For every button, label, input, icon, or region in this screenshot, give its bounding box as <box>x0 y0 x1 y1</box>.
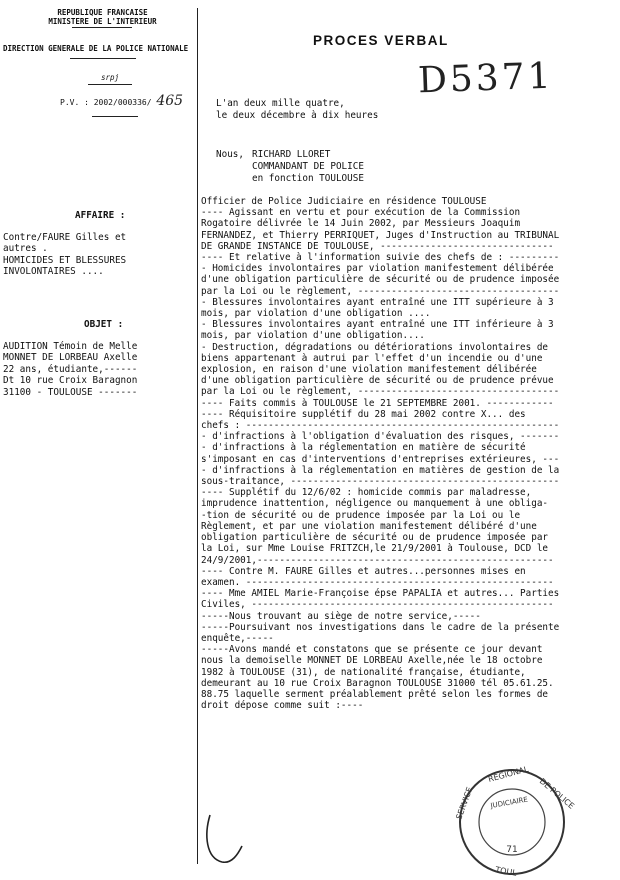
body-line: - Destruction, dégradations ou détériorations involontaires de <box>201 341 549 353</box>
svg-text:JUDICIAIRE: JUDICIAIRE <box>489 795 529 810</box>
officer-prefix: Nous, <box>216 149 244 160</box>
body-line: Officier de Police Judiciaire en résidence TOULOUSE <box>201 196 487 207</box>
body-line: ---- Supplétif du 12/6/02 : homicide commis par maladresse, <box>201 487 532 499</box>
pv-label: P.V. : <box>60 98 89 107</box>
header-ministry: MINISTERE DE L'INTERIEUR <box>48 17 157 26</box>
header-rule-2 <box>70 58 136 59</box>
svg-text:RÉGIONAL: RÉGIONAL <box>487 764 530 784</box>
objet-line: 22 ans, étudiante,------ <box>3 364 138 375</box>
date-line-1: L'an deux mille quatre, <box>216 98 345 109</box>
affaire-line: HOMICIDES ET BLESSURES <box>3 255 127 266</box>
body-line: Rogatoire délivrée le 14 Juin 2002, par Messieurs Joaquim <box>201 218 521 230</box>
officer-function: en fonction TOULOUSE <box>252 173 364 184</box>
body-line: 24/9/2001,----------------------------------------------------- <box>201 554 554 566</box>
objet-line: AUDITION Témoin de Melle <box>3 341 138 352</box>
body-line: 1982 à TOULOUSE (31), de nationalité française, étudiante, <box>201 666 526 678</box>
officer-name: RICHARD LLORET <box>252 149 331 160</box>
body-line: chefs : -------------------------------------------------------- <box>201 420 560 432</box>
body-line: -tion de sécurité ou de prudence imposée par la Loi ou le <box>201 509 521 521</box>
body-line: s'imposant en cas d'interventions d'entreprises extérieures, --- <box>201 453 560 465</box>
body-line: DE GRANDE INSTANCE DE TOULOUSE, ------------------------------- <box>201 240 554 252</box>
body-line: mois, par violation d'une obligation.... <box>201 330 425 342</box>
affaire-label: AFFAIRE : <box>75 210 126 221</box>
header-rule <box>72 27 132 28</box>
body-line: ---- Et relative à l'information suivie des chefs de : --------- <box>201 252 560 264</box>
page-title: PROCES VERBAL <box>313 33 449 48</box>
body-line: enquête,----- <box>201 632 274 644</box>
body-line: -----Nous trouvant au siège de notre service,----- <box>201 610 481 622</box>
objet-line: Dt 10 rue Croix Baragnon <box>3 375 138 386</box>
body-line: d'une obligation particulière de sécurité ou de prudence imposée <box>201 274 560 286</box>
margin-divider-line <box>197 8 198 864</box>
svg-text:TOUL: TOUL <box>494 865 518 878</box>
body-line: demeurant au 10 rue Croix Baragnon TOULOUSE 31000 tél 05.61.25. <box>201 677 554 689</box>
body-line: FERNANDEZ, et Thierry PERRIQUET, Juges d'Instruction au TRIBUNAL <box>201 229 560 241</box>
affaire-line: autres . <box>3 243 48 254</box>
body-line: 88.75 laquelle serment préalablement prêté selon les formes de <box>201 688 549 700</box>
body-line: obligation particulière de sécurité ou de prudence imposée par <box>201 532 549 544</box>
pv-reference <box>60 93 184 109</box>
body-line: ---- Agissant en vertu et pour exécution de la Commission <box>201 207 521 219</box>
body-line: sous-traitance, ------------------------------------------------ <box>201 476 560 488</box>
body-line: examen. ------------------------------------------------------- <box>201 576 554 588</box>
body-line: par la Loi ou le règlement, ------------------------------------ <box>201 386 560 398</box>
pv-number: 2002/000336/ <box>93 98 152 107</box>
body-line: explosion, en raison d'une violation manifestement délibérée <box>201 364 537 376</box>
body-line: ---- Mme AMIEL Marie-Françoise épse PAPALIA et autres... Parties <box>201 588 560 600</box>
body-line: - Homicides involontaires par violation manifestement délibérée <box>201 263 554 275</box>
svg-text:SERVICE: SERVICE <box>454 785 475 821</box>
body-line: ---- Contre M. FAURE Gilles et autres...personnes mises en <box>201 565 526 577</box>
officer-rank: COMMANDANT DE POLICE <box>252 161 364 172</box>
header-rule-3 <box>88 84 132 85</box>
body-line: la Loi, sur Mme Louise FRITZCH,le 21/9/2001 à Toulouse, DCD le <box>201 543 549 555</box>
body-line: nous la demoiselle MONNET DE LORBEAU Axelle,née le 18 octobre <box>201 655 543 667</box>
handwritten-document-number: D5371 <box>417 55 555 102</box>
date-line-2: le deux décembre à dix heures <box>216 110 379 121</box>
body-line: Civiles, ------------------------------------------------------ <box>201 599 554 611</box>
affaire-line: INVOLONTAIRES .... <box>3 266 104 277</box>
objet-line: 31100 - TOULOUSE ------- <box>3 387 138 398</box>
body-text <box>201 196 615 711</box>
body-line: - d'infractions à la réglementation en matière de sécurité <box>201 442 526 454</box>
body-line: - d'infractions à l'obligation d'évaluation des risques, ------- <box>201 431 560 443</box>
body-line: Règlement, et par une violation manifestement délibéré d'une <box>201 520 537 532</box>
police-stamp <box>447 760 577 880</box>
body-line: mois, par violation d'une obligation .... <box>201 308 431 320</box>
body-line: d'une obligation particulière de sécurité ou de prudence prévue <box>201 375 554 387</box>
body-line: - Blessures involontaires ayant entraîné une ITT supérieure à 3 <box>201 296 554 308</box>
body-line: -----Poursuivant nos investigations dans le cadre de la présente <box>201 621 560 633</box>
pv-handwritten-number: 465 <box>156 93 184 109</box>
body-line: imprudence inattention, négligence ou manquement à une obliga- <box>201 498 549 510</box>
body-line: biens appartenant à autrui par l'effet d'un incendie ou d'une <box>201 352 543 364</box>
header-service: srpj <box>100 73 120 82</box>
signature-scribble <box>200 810 260 870</box>
svg-text:DE POLICE: DE POLICE <box>537 776 576 811</box>
body-line: -----Avons mandé et constatons que se présente ce jour devant <box>201 644 543 656</box>
header-rule-4 <box>92 116 138 117</box>
affaire-line: Contre/FAURE Gilles et <box>3 232 127 243</box>
objet-line: MONNET DE LORBEAU Axelle <box>3 352 138 363</box>
body-line: droit dépose comme suit :---- <box>201 700 364 712</box>
header-republic: REPUBLIQUE FRANCAISE <box>57 8 148 17</box>
body-line: - d'infractions à la réglementation en matières de gestion de la <box>201 464 560 476</box>
body-line: par la Loi ou le règlement, ------------------------------------ <box>201 285 560 297</box>
body-line: - Blessures involontaires ayant entraîné une ITT inférieure à 3 <box>201 319 554 331</box>
objet-label: OBJET : <box>84 319 124 330</box>
header-direction: DIRECTION GENERALE DE LA POLICE NATIONALE <box>3 44 189 53</box>
svg-text:71: 71 <box>506 845 518 855</box>
body-line: ---- Réquisitoire supplétif du 28 mai 2002 contre X... des <box>201 408 526 420</box>
body-line: ---- Faits commis à TOULOUSE le 21 SEPTEMBRE 2001. ------------ <box>201 397 554 409</box>
